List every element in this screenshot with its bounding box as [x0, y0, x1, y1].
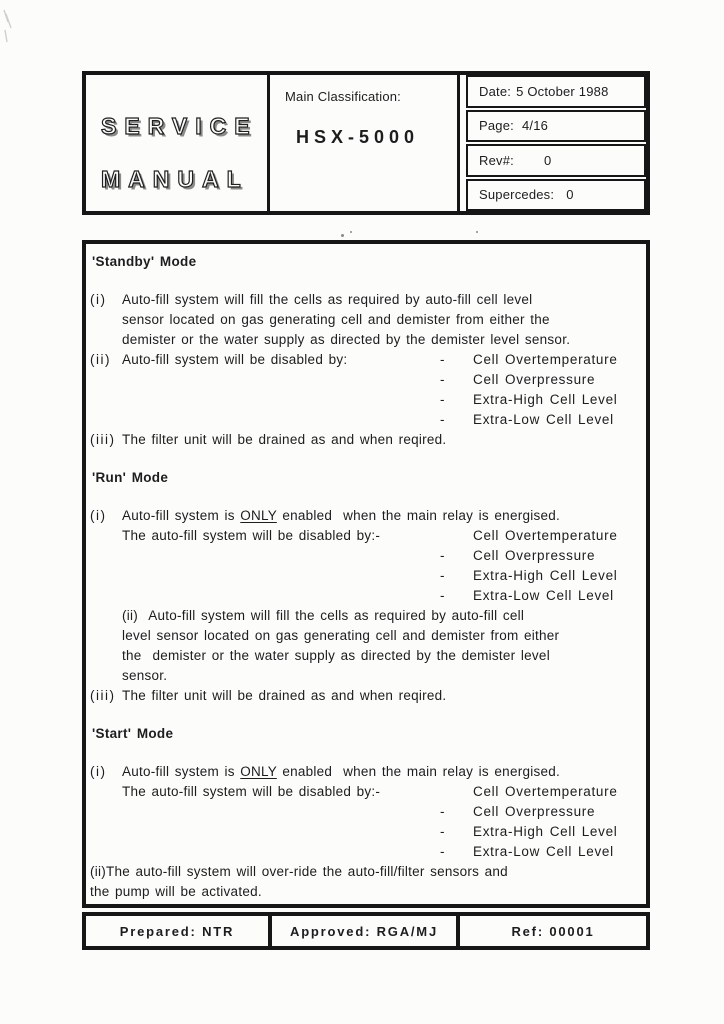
item-marker: (i) — [90, 508, 107, 523]
fault-dash: - — [440, 824, 445, 839]
fault-row — [440, 526, 618, 546]
signoff-block — [82, 912, 650, 950]
list-item — [88, 290, 640, 350]
date-value: 5 October 1988 — [516, 83, 609, 99]
fault-dash: - — [440, 548, 445, 563]
fault-row — [440, 782, 618, 802]
prepared-cell: Prepared: NTR — [82, 912, 272, 950]
fault-row — [440, 842, 618, 862]
item-line: (ii)The auto-fill system will over-ride the auto-fill/filter sensors and — [90, 864, 508, 879]
title-block — [82, 71, 650, 215]
rev-label: Rev#: — [479, 152, 514, 168]
item-line: Auto-fill system is ONLY enabled when the main relay is energised. — [122, 764, 560, 779]
fault-row — [440, 802, 618, 822]
underlined-word: ONLY — [240, 764, 277, 779]
fault-text: Extra-Low Cell Level — [473, 412, 614, 427]
rev-value: 0 — [543, 152, 552, 168]
item-marker: (iii) — [90, 688, 116, 703]
scan-artifact — [350, 231, 352, 233]
scan-artifact — [2, 8, 16, 48]
classification-cell — [270, 75, 460, 211]
fault-list — [440, 782, 618, 862]
approved-cell: Approved: RGA/MJ — [268, 912, 460, 950]
fault-row — [440, 586, 618, 606]
supercedes-label: Supercedes: — [479, 187, 555, 203]
fault-text: Extra-High Cell Level — [473, 392, 618, 407]
title-line-service: SERVICE — [101, 113, 258, 139]
scan-artifact — [476, 231, 478, 233]
item-line: sensor located on gas generating cell and demister from either the — [122, 312, 550, 327]
fault-dash: - — [440, 372, 445, 387]
fault-text: Extra-High Cell Level — [473, 824, 618, 839]
fault-text: Extra-Low Cell Level — [473, 844, 614, 859]
item-line: Auto-fill system will be disabled by: — [122, 352, 348, 367]
fault-text: Cell Overtemperature — [473, 352, 618, 367]
fault-dash: - — [440, 588, 445, 603]
list-item — [88, 350, 640, 430]
item-line: Auto-fill system is ONLY enabled when the main relay is energised. — [122, 508, 560, 523]
item-text — [122, 430, 640, 450]
item-line: The auto-fill system will be disabled by:- — [122, 528, 381, 543]
fault-text: Cell Overtemperature — [473, 528, 618, 543]
item-line: The filter unit will be drained as and when reqired. — [122, 432, 447, 447]
document-body — [82, 240, 650, 908]
date-row — [466, 75, 646, 108]
fault-row — [440, 546, 618, 566]
item-line: The auto-fill system will be disabled by:- — [122, 784, 381, 799]
item-line: level sensor located on gas generating cell and demister from either — [122, 628, 560, 643]
fault-text: Extra-High Cell Level — [473, 568, 618, 583]
fault-list — [440, 350, 618, 430]
fault-list — [440, 526, 618, 606]
fault-dash: - — [440, 844, 445, 859]
fault-text: Cell Overpressure — [473, 372, 596, 387]
fault-text: Cell Overpressure — [473, 804, 596, 819]
fault-dash — [440, 526, 473, 546]
item-text — [122, 290, 640, 350]
fault-text: Cell Overpressure — [473, 548, 596, 563]
underlined-word: ONLY — [240, 508, 277, 523]
item-line: the demister or the water supply as directed by the demister level — [122, 648, 550, 663]
fault-text: Extra-Low Cell Level — [473, 588, 614, 603]
item-line: sensor. — [122, 668, 168, 683]
fault-dash: - — [440, 352, 445, 367]
item-line: Auto-fill system will fill the cells as required by auto-fill cell level — [122, 292, 533, 307]
item-text — [122, 686, 640, 706]
list-item — [88, 862, 640, 902]
list-item — [88, 506, 640, 606]
item-marker: (iii) — [90, 432, 116, 447]
page-value: 4/16 — [521, 118, 549, 134]
item-marker: (i) — [90, 292, 107, 307]
fault-dash: - — [440, 392, 445, 407]
list-item — [88, 762, 640, 862]
fault-row — [440, 350, 618, 370]
fault-text: Cell Overtemperature — [473, 784, 618, 799]
item-line: (ii) Auto-fill system will fill the cells as required by auto-fill cell — [122, 608, 525, 623]
fault-dash: - — [440, 804, 445, 819]
list-item — [122, 606, 640, 686]
fault-row — [440, 566, 618, 586]
supercedes-value: 0 — [566, 187, 574, 203]
fault-row — [440, 822, 618, 842]
section-heading: 'Run' Mode — [92, 470, 169, 485]
fault-dash: - — [440, 412, 445, 427]
mode-section — [88, 468, 640, 706]
model-number: HSX-5000 — [296, 127, 420, 147]
item-line: demister or the water supply as directed by the demister level sensor. — [122, 332, 571, 347]
scan-artifact — [341, 234, 344, 237]
fault-dash: - — [440, 568, 445, 583]
mode-section — [88, 252, 640, 450]
supercedes-row — [466, 179, 646, 212]
page-row — [466, 110, 646, 143]
fault-row — [440, 410, 618, 430]
item-marker: (i) — [90, 764, 107, 779]
list-item — [88, 686, 640, 706]
rev-row — [466, 144, 646, 177]
item-marker: (ii) — [90, 352, 111, 367]
main-classification-label: Main Classification: — [285, 89, 401, 104]
date-label: Date: — [479, 83, 512, 99]
fault-row — [440, 370, 618, 390]
list-item — [88, 430, 640, 450]
mode-section — [88, 724, 640, 902]
document-info-column — [460, 75, 646, 211]
fault-row — [440, 390, 618, 410]
title-line-manual: MANUAL — [101, 166, 249, 192]
service-manual-title-cell — [86, 75, 270, 211]
section-heading: 'Start' Mode — [92, 726, 174, 741]
item-line: the pump will be activated. — [90, 884, 262, 899]
section-heading: 'Standby' Mode — [92, 254, 197, 269]
page-label: Page: — [479, 118, 514, 134]
item-line: The filter unit will be drained as and when reqired. — [122, 688, 447, 703]
ref-cell: Ref: 00001 — [456, 912, 650, 950]
fault-dash — [440, 782, 473, 802]
